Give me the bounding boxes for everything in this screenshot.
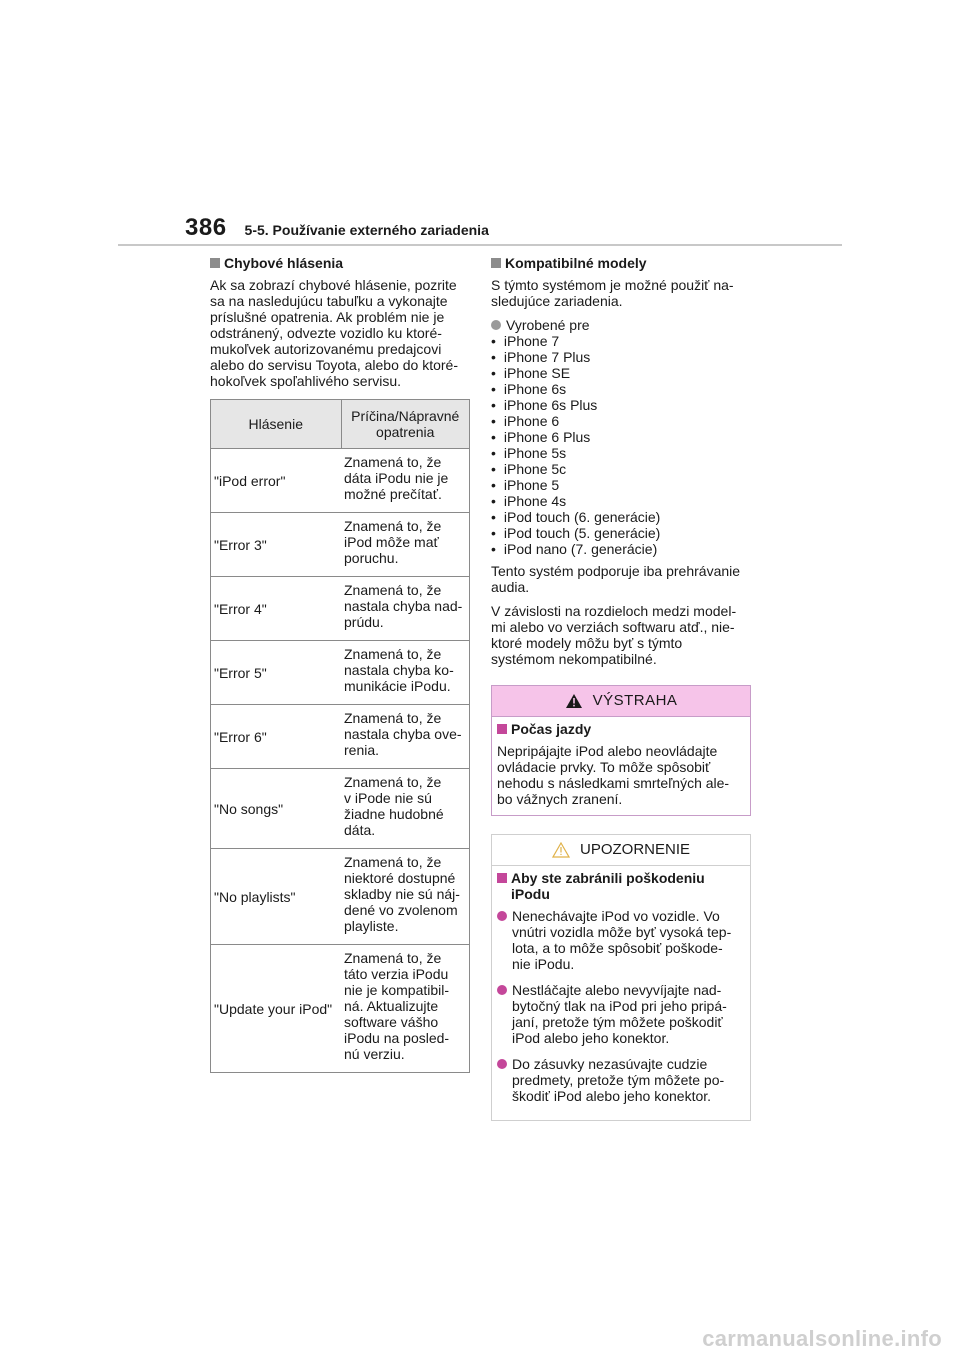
section-title: 5-5. Používanie externého zariadenia (244, 222, 489, 238)
list-item: • iPhone 6s (491, 381, 751, 397)
list-item: • iPod nano (7. generácie) (491, 541, 751, 557)
error-message-cell: "No playlists" (211, 849, 342, 945)
list-item: • iPhone 5 (491, 477, 751, 493)
table-row (211, 449, 470, 513)
list-item: • iPhone 4s (491, 493, 751, 509)
warning-box (491, 685, 751, 816)
warning-title: VÝSTRAHA (592, 692, 678, 709)
notice-heading: Aby ste zabránili poškodeniu iPodu (497, 870, 745, 902)
error-cause-cell: Znamená to, že nastala chyba ko- munikácie iPodu. (341, 641, 470, 705)
warning-text: Nepripájajte iPod alebo neovládajte ovládacie prvky. To môže spôsobiť nehodu s následkami smrteľných ale- bo vážnych zranení. (497, 743, 730, 807)
table-row (211, 945, 470, 1073)
list-item: • iPhone SE (491, 365, 751, 381)
error-message-cell: "Error 4" (211, 577, 342, 641)
error-cause-cell: Znamená to, že dáta iPodu nie je možné prečítať. (341, 449, 470, 513)
circle-bullet-icon (497, 985, 507, 995)
error-table (210, 399, 470, 1073)
warning-triangle-icon (565, 693, 583, 709)
error-message-cell: "Error 3" (211, 513, 342, 577)
list-item: • iPhone 7 (491, 333, 751, 349)
circle-bullet-icon (491, 320, 501, 330)
compatibility-note-text: V závislosti na rozdieloch medzi model- mi alebo vo verziách softwaru atď., nie- ktoré modely môžu byť s týmto systémom nekompatibilné. (491, 603, 737, 667)
notice-item: Nestláčajte alebo nevyvíjajte nad- bytočný tlak na iPod pri jeho pripá- janí, pretože tým môžete poškodiť iPod alebo jeho konektor. (497, 982, 745, 1046)
table-row (211, 849, 470, 945)
column-header-cause: Príčina/Nápravné opatrenia (341, 400, 470, 449)
list-item: • iPhone 6 Plus (491, 429, 751, 445)
list-item: • iPhone 6s Plus (491, 397, 751, 413)
error-cause-cell: Znamená to, že niektoré dostupné skladby nie sú náj- dené vo zvolenom playliste. (341, 849, 470, 945)
list-item: • iPhone 6 (491, 413, 751, 429)
error-messages-heading: Chybové hlásenia (210, 255, 470, 271)
made-for-label: Vyrobené pre (491, 317, 751, 333)
list-item: • iPod touch (6. generácie) (491, 509, 751, 525)
footer-watermark: carmanualsonline.info (702, 1326, 942, 1351)
page-header (185, 214, 489, 242)
list-item: • iPhone 7 Plus (491, 349, 751, 365)
circle-bullet-icon (497, 911, 507, 921)
right-column (491, 255, 751, 1121)
table-row (211, 577, 470, 641)
column-header-message: Hlásenie (211, 400, 342, 449)
square-bullet-icon (497, 873, 507, 883)
notice-item: Nenechávajte iPod vo vozidle. Vo vnútri vozidla môže byť vysoká tep- lota, a to môže spôsobiť poškode- nie iPodu. (497, 908, 745, 972)
warning-heading: Počas jazdy (497, 721, 745, 737)
notice-item: Do zásuvky nezasúvajte cudzie predmety, pretože tým môžete po- škodiť iPod alebo jeho konektor. (497, 1056, 745, 1104)
error-table-body (211, 449, 470, 1073)
notice-box (491, 834, 751, 1121)
error-cause-cell: Znamená to, že táto verzia iPodu nie je kompatibil- ná. Aktualizujte software vášho iPodu na posled- nú verziu. (341, 945, 470, 1073)
notice-header (492, 835, 750, 866)
error-cause-cell: Znamená to, že nastala chyba nad- prúdu. (341, 577, 470, 641)
notice-items (497, 908, 745, 1104)
models-list (491, 333, 751, 557)
error-message-cell: "Error 5" (211, 641, 342, 705)
notice-title: UPOZORNENIE (579, 841, 690, 858)
header-divider (118, 244, 842, 246)
error-message-cell: "No songs" (211, 769, 342, 849)
error-message-cell: "Update your iPod" (211, 945, 342, 1073)
table-header-row (211, 400, 470, 449)
compatible-intro-text: S týmto systémom je možné použiť na- sledujúce zariadenia. (491, 277, 734, 309)
table-row (211, 705, 470, 769)
compatible-models-heading: Kompatibilné modely (491, 255, 751, 271)
error-cause-cell: Znamená to, že nastala chyba ove- renia. (341, 705, 470, 769)
error-message-cell: "iPod error" (211, 449, 342, 513)
list-item: • iPod touch (5. generácie) (491, 525, 751, 541)
notice-triangle-icon (552, 842, 570, 858)
square-bullet-icon (497, 724, 507, 734)
page-number: 386 (185, 214, 227, 241)
left-column (210, 255, 470, 1073)
error-cause-cell: Znamená to, že iPod môže mať poruchu. (341, 513, 470, 577)
table-row (211, 641, 470, 705)
square-bullet-icon (210, 258, 220, 268)
error-intro-text: Ak sa zobrazí chybové hlásenie, pozrite sa na nasledujúcu tabuľku a vykonajte príslušné opatrenia. Ak problém nie je odstránený, odvezte vozidlo ku ktoré- mukoľvek autorizovanému predajcovi alebo do servisu Toyota, alebo do ktoré- hokoľvek spoľahlivého servisu. (210, 277, 459, 389)
audio-only-text: Tento systém podporuje iba prehrávanie audia. (491, 563, 741, 595)
table-row (211, 769, 470, 849)
circle-bullet-icon (497, 1059, 507, 1069)
table-row (211, 513, 470, 577)
list-item: • iPhone 5c (491, 461, 751, 477)
warning-header (492, 686, 750, 717)
error-message-cell: "Error 6" (211, 705, 342, 769)
square-bullet-icon (491, 258, 501, 268)
error-cause-cell: Znamená to, že v iPode nie sú žiadne hudobné dáta. (341, 769, 470, 849)
list-item: • iPhone 5s (491, 445, 751, 461)
